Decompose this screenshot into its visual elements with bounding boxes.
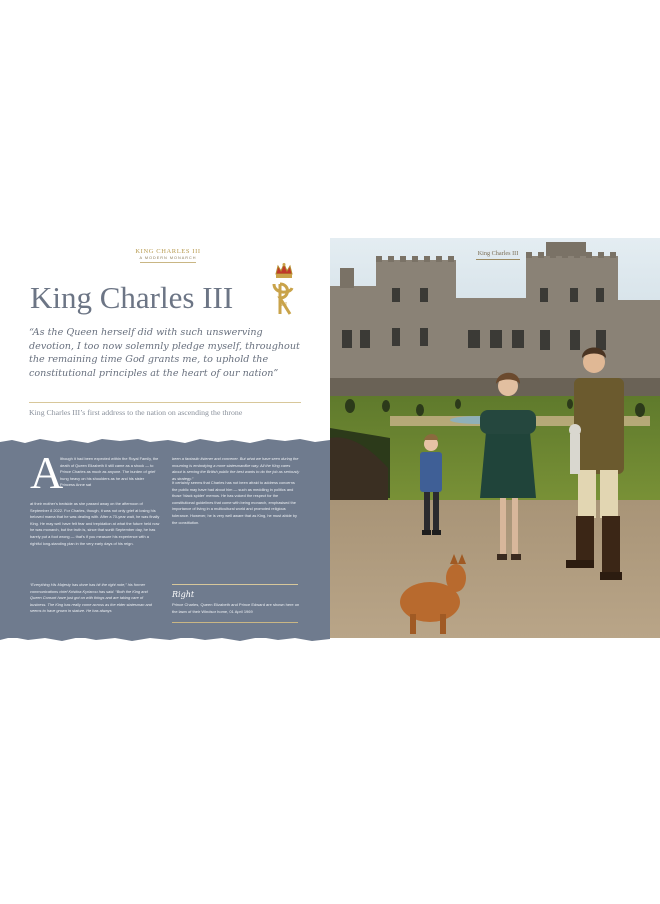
section-header-rule	[140, 262, 196, 263]
caption-bottom-divider	[172, 622, 298, 623]
left-page	[0, 238, 330, 638]
royal-cypher-icon	[270, 262, 298, 320]
right-page-header-rule	[476, 259, 520, 260]
section-header-subtitle: A MODERN MONARCH	[139, 256, 197, 260]
body-text-lead: lthough it had been expected within the Royal Family, the death of Queen Elizabeth II still came as a shock — to Prince Charles as much as anyone. The burden of grief hung heavy on his shoulders as he and his sister Princess Anne sat	[60, 456, 159, 488]
torn-edge-bottom	[0, 636, 330, 642]
page-title: King Charles III	[30, 280, 234, 315]
body-quote-column-2: been a fantastic listener and convener. But what we have seen during the mourning is embodying a more statesmanlike way. All the King cares about is serving the British public the best wants to do the job as seriously as strategy.”	[172, 456, 300, 481]
body-quote-column-1: “Everything His Majesty has done has hit the right note,” his former communications chief Kristina Kyriacou has said. “Both the King and Queen Consort have just got on with things and are taking care of business. The King has really come across as the elder statesman and seems to have grown in stature. He has always	[30, 582, 152, 614]
quote-divider	[29, 402, 301, 403]
body-text-column-2: It certainly seems that Charles has not been afraid to address concerns the public may have had about him — such as meddling in politics and those ‘black spider’ memos. He has voiced the respect for the constitutional guidelines that come with being monarch, emphasised the importance of living in a multicultural world and promoted religious tolerance. However, he is very well aware that as King, he must abide by the constitution.	[172, 480, 297, 525]
right-page-header-title: King Charles III	[477, 250, 519, 257]
drop-cap: A	[30, 447, 64, 498]
photo-caption: Prince Charles, Queen Elizabeth and Prince Edward are shown here on the lawn of their Windsor home, 01 April 1969	[172, 602, 300, 614]
section-header-tag	[128, 248, 208, 263]
caption-divider	[172, 584, 298, 585]
article-body-panel	[0, 444, 330, 638]
svg-text:III: III	[281, 302, 287, 308]
quote-source: King Charles III’s first address to the nation on ascending the throne	[29, 408, 243, 417]
windsor-castle-photo	[330, 238, 660, 638]
section-header-title: KING CHARLES III	[135, 248, 201, 255]
right-page	[330, 238, 660, 638]
body-text-column-1: at their mother’s bedside as she passed away on the afternoon of September 8 2022. For Charles, though, it was not only grief at losing his beloved mama that he was dealing with. After a 70-year wait, he was finally King. He may well have felt fear and trepidation at what the future held now he was monarch, but the truth is, since that sunlit September day, he has barely put a foot wrong — that’s if you measure his experience with a rightful long-standing plan in the very early days of his reign.	[30, 501, 160, 546]
torn-edge-top	[0, 438, 330, 446]
pull-quote: “As the Queen herself did with such unswerving devotion, I too now solemnly pledge myself, throughout the remaining time God grants me, to uphold the constitutional principles at the heart of our nation”	[29, 327, 300, 379]
caption-label: Right	[172, 590, 195, 599]
magazine-spread	[0, 238, 660, 638]
right-page-header	[458, 250, 538, 260]
